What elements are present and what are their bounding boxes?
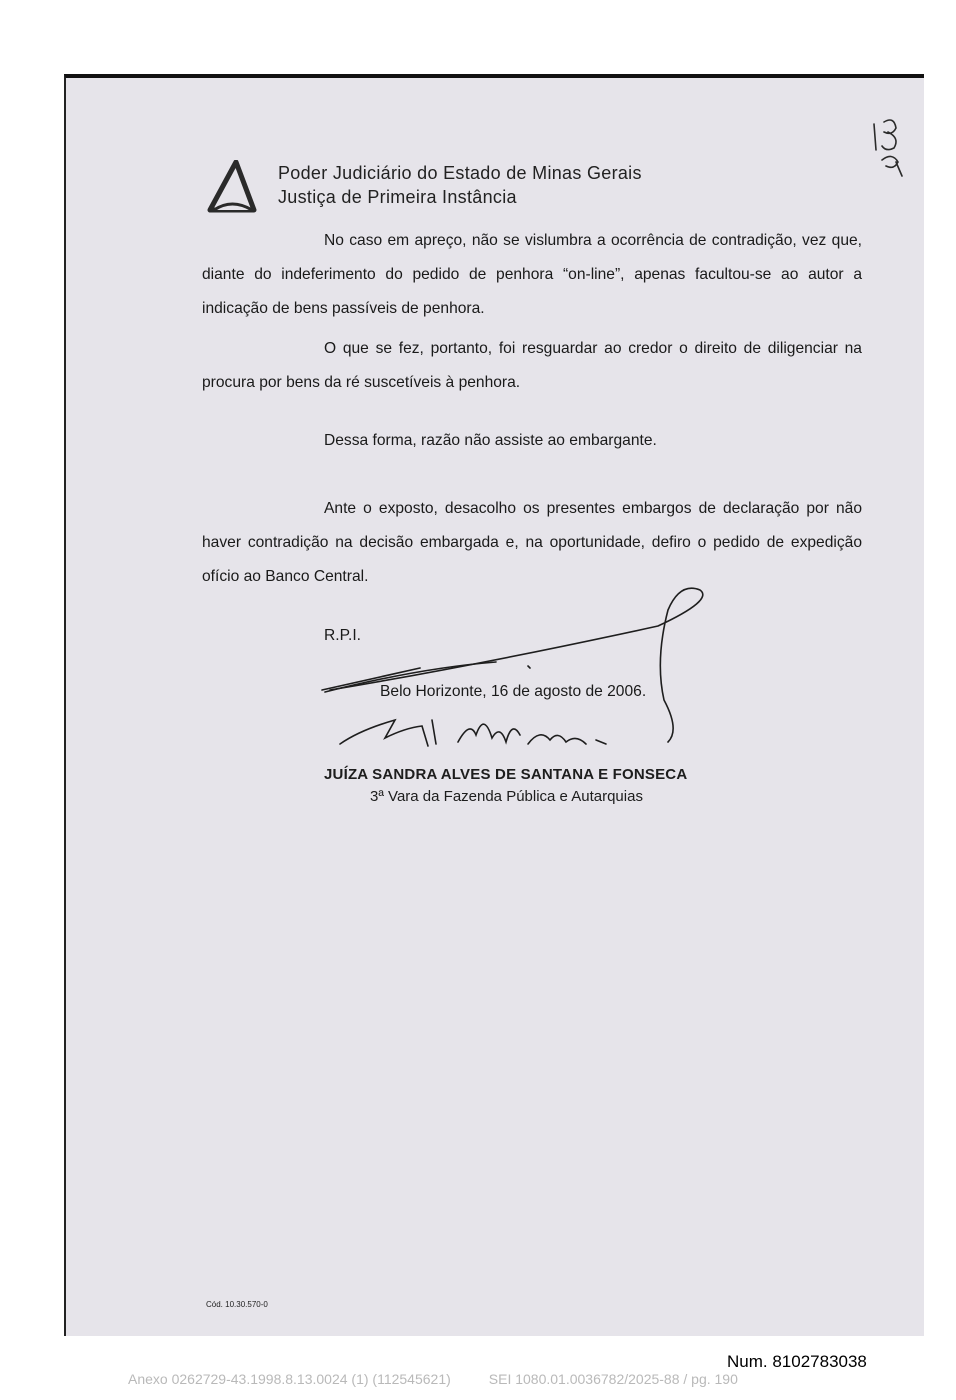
triangle-logo-icon	[206, 160, 258, 214]
rpi-text: R.P.I.	[324, 627, 361, 644]
paragraph-3: Dessa forma, razão não assiste ao embargante.	[324, 432, 657, 449]
court-division: 3ª Vara da Fazenda Pública e Autarquias	[370, 788, 643, 805]
paragraph-4: Ante o exposto, desacolho os presentes embargos de declaração por não haver contradição na decisão embargada e, na oportunidade, defiro o pedido de expedição ofício ao Banco Central.	[202, 500, 862, 585]
header-instance: Justiça de Primeira Instância	[278, 187, 517, 207]
sei-reference: SEI 1080.01.0036782/2025-88 / pg. 190	[488, 1371, 738, 1387]
footer-stamp	[128, 1371, 738, 1387]
place-date: Belo Horizonte, 16 de agosto de 2006.	[380, 683, 647, 700]
judge-name: JUÍZA SANDRA ALVES DE SANTANA E FONSECA	[324, 766, 688, 783]
paragraph-1: No caso em apreço, não se vislumbra a ocorrência de contradição, vez que, diante do indeferimento do pedido de penhora “on-line”, apenas facultou-se ao autor a indicação de bens passíveis de penhora.	[202, 232, 862, 317]
header-court-name: Poder Judiciário do Estado de Minas Gerais	[278, 163, 642, 183]
form-code: Cód. 10.30.570-0	[206, 1300, 268, 1309]
paragraph-2: O que se fez, portanto, foi resguardar ao credor o direito de diligenciar na procura por bens da ré suscetíveis à penhora.	[202, 340, 862, 391]
annex-reference: Anexo 0262729-43.1998.8.13.0024 (1) (112545621)	[128, 1371, 451, 1387]
document-number: Num. 8102783038	[727, 1352, 867, 1371]
